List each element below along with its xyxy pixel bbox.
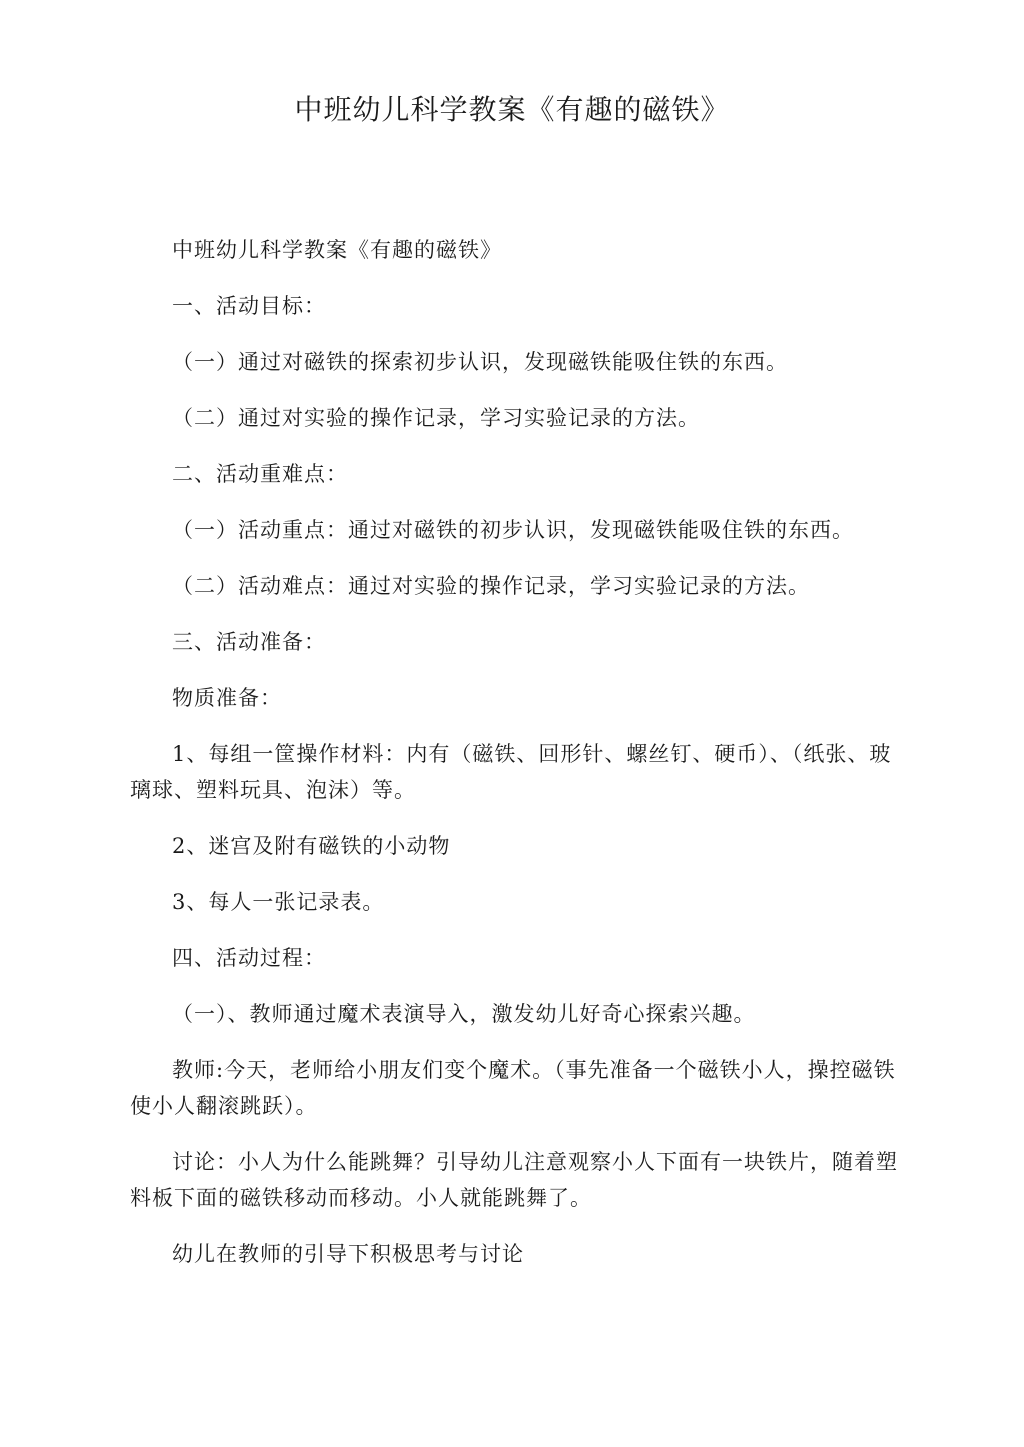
section-heading-key-points: 二、活动重难点： [172,462,348,486]
paragraph-goal-1: （一）通过对磁铁的探索初步认识，发现磁铁能吸住铁的东西。 [172,350,788,374]
document-body [130,232,900,1292]
paragraph-children: 幼儿在教师的引导下积极思考与讨论 [172,1242,524,1266]
paragraph-teacher: 教师:今天，老师给小朋友们变个魔术。（事先准备一个磁铁小人，操控磁铁使小人翻滚跳跃）。 [130,1058,896,1118]
paragraph-material-1: 1、每组一筐操作材料：内有（磁铁、回形针、螺丝钉、硬币）、（纸张、玻璃球、塑料玩具、泡沫）等。 [130,742,892,802]
paragraph-goal-2: （二）通过对实验的操作记录，学习实验记录的方法。 [172,406,700,430]
section-heading-preparation: 三、活动准备： [172,630,326,654]
paragraph-subtitle: 中班幼儿科学教案《有趣的磁铁》 [172,238,502,262]
paragraph-discussion: 讨论：小人为什么能跳舞？引导幼儿注意观察小人下面有一块铁片，随着塑料板下面的磁铁移动而移动。小人就能跳舞了。 [130,1150,898,1210]
section-heading-goals: 一、活动目标： [172,294,326,318]
document-title: 中班幼儿科学教案《有趣的磁铁》 [294,93,730,126]
paragraph-material-2: 2、迷宫及附有磁铁的小动物 [172,834,451,858]
paragraph-key-point: （一）活动重点：通过对磁铁的初步认识，发现磁铁能吸住铁的东西。 [172,518,854,542]
paragraph-process-1: （一）、教师通过魔术表演导入，激发幼儿好奇心探索兴趣。 [172,1002,756,1026]
paragraph-material-3: 3、每人一张记录表。 [172,890,385,914]
section-heading-process: 四、活动过程： [172,946,326,970]
paragraph-material-heading: 物质准备： [172,686,282,710]
paragraph-difficulty: （二）活动难点：通过对实验的操作记录，学习实验记录的方法。 [172,574,810,598]
